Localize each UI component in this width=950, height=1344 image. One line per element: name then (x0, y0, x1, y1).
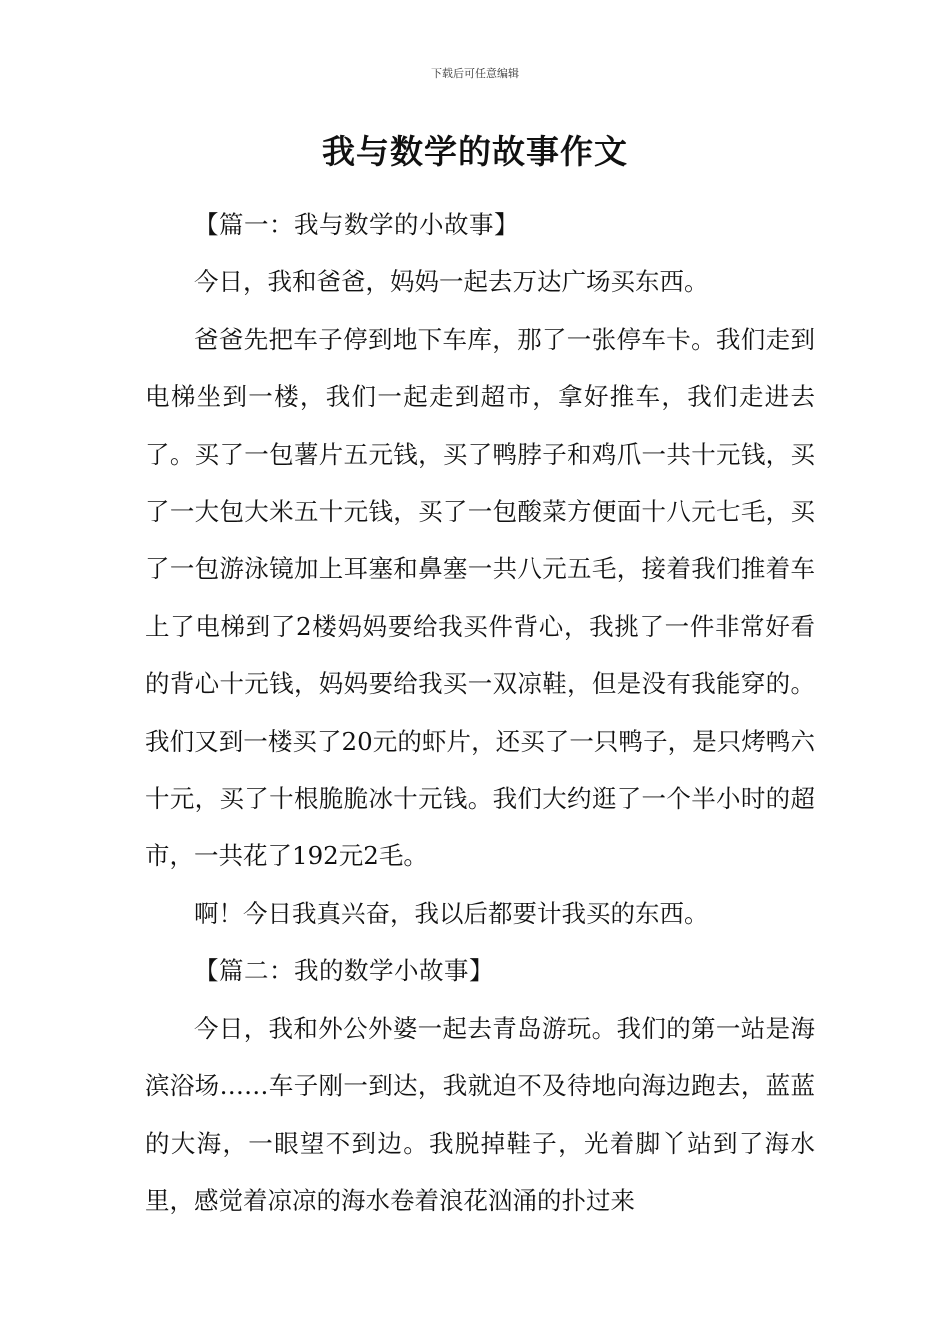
section-heading-2: 【篇二：我的数学小故事】 (194, 956, 494, 986)
body-paragraph: 今日，我和外公外婆一起去青岛游玩。我们的第一站是海滨浴场……车子刚一到达，我就迫不及待地向海边跑去，蓝蓝的大海，一眼望不到边。我脱掉鞋子，光着脚丫站到了海水里，感觉着凉凉的海水卷着浪花汹涌的扑过来 (145, 1013, 815, 1215)
body-paragraph: 今日，我和爸爸，妈妈一起去万达广场买东西。 (194, 267, 709, 297)
page-header-note: 下载后可任意编辑 (431, 67, 519, 80)
section-heading-1: 【篇一：我与数学的小故事】 (194, 210, 519, 239)
document-title: 我与数学的故事作文 (322, 132, 628, 171)
document-body (145, 196, 815, 1229)
body-paragraph: 啊！今日我真兴奋，我以后都要计我买的东西。 (194, 898, 709, 928)
body-paragraph: 爸爸先把车子停到地下车库，那了一张停车卡。我们走到电梯坐到一楼，我们一起走到超市，拿好推车，我们走进去了。买了一包薯片五元钱，买了鸭脖子和鸡爪一共十元钱，买了一大包大米五十元钱，买了一包酸菜方便面十八元七毛，买了一包游泳镜加上耳塞和鼻塞一共八元五毛，接着我们推着车上了电梯到了2楼妈妈要给我买件背心，我挑了一件非常好看的背心十元钱，妈妈要给我买一双凉鞋，但是没有我能穿的。我们又到一楼买了20元的虾片，还买了一只鸭子，是只烤鸭六十元，买了十根脆脆冰十元钱。我们大约逛了一个半小时的超市，一共花了192元2毛。 (145, 324, 815, 871)
